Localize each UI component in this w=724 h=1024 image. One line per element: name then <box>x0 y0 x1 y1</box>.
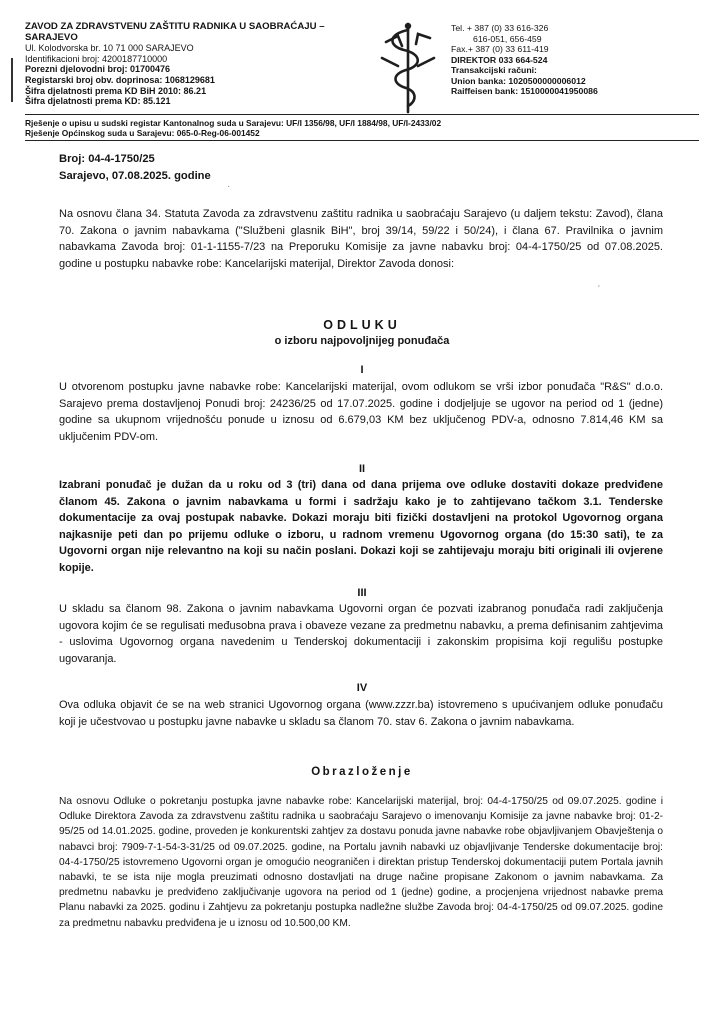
org-name-line2: SARAJEVO <box>25 31 78 43</box>
explanation-title: Obrazloženje <box>311 766 413 778</box>
activity-code-2010: Šifra djelatnosti prema KD BiH 2010: 86.21 <box>25 85 207 96</box>
decision-subtitle: o izboru najpovoljnijeg ponuđača <box>274 335 450 347</box>
org-address: Ul. Kolodvorska br. 10 71 000 SARAJEVO <box>25 43 194 54</box>
margin-mark <box>11 58 13 102</box>
decision-title: ODLUKU <box>323 318 401 332</box>
telephone: Tel. + 387 (0) 33 616-326 <box>451 23 549 33</box>
header-rule-bottom <box>25 140 699 141</box>
section-1-number: I <box>360 364 364 376</box>
org-name-line1: ZAVOD ZA ZDRAVSTVENU ZAŠTITU RADNIKA U SAOBRAĆAJU – <box>25 21 325 32</box>
preamble: Na osnovu člana 34. Statuta Zavoda za zdravstvenu zaštitu radnika u saobraćaju Sarajevo (u daljem tekstu: Zavod), člana 70. Zakona o javnim nabavkama ("Službeni glasnik BiH", broj 39/14, 59/22 i 50/24), i člana 67. Pravilnika o javnim nabavkama Zavoda broj: 01-1-1155-7/23 na Preporuku Komisije za javne nabavku broj: 04-4-1750/25 od 07.08.2025. godine u postupku nabavke robe: Kancelarijski materijal, Direktor Zavoda donosi: <box>59 208 663 270</box>
caduceus-logo <box>376 20 440 116</box>
raiffeisen-account: Raiffeisen bank: 1510000041950086 <box>451 86 598 96</box>
section-3-text: U skladu sa članom 98. Zakona o javnim nabavkama Ugovorni organ će pozvati izabranog ponuđača radi zaključenja ugovora kojim će se regulisati međusobna prava i obaveze vezane za predmetnu nabavku, a prema definisanim zahtjevima - uslovima Ugovornog organa navedenim u Tenderskoj dokumentaciji i zakonskim propisima koji regulišu postupke ugovaranja. <box>59 603 663 665</box>
ink-smudge: · <box>227 181 231 192</box>
tax-number: Porezni djelovodni broj: 01700476 <box>25 64 171 75</box>
court-registration-cantonal: Rješenje o upisu u sudski registar Kantonalnog suda u Sarajevu: UF/I 1356/98, UF/I 1884/98, UF/I-2433/02 <box>25 118 442 128</box>
activity-code: Šifra djelatnosti prema KD: 85.121 <box>25 96 171 107</box>
director-phone: DIREKTOR 033 664-524 <box>451 54 548 65</box>
section-1-text: U otvorenom postupku javne nabavke robe: Kancelarijski materijal, ovom odlukom se vrši izbor ponuđača "R&S" d.o.o. Sarajevo prema dostavljenoj Ponudi broj: 24236/25 od 17.07.2025. godine i dodjeljuje se ugovor na period od 1 (jedne) godine sa ukupnom vrijednošću ponude u iznosu od 6.679,03 KM bez uključenog PDV-a, odnosno 7.814,46 KM sa uključenim PDV-om. <box>59 381 663 443</box>
letterhead-right <box>451 23 701 97</box>
union-bank-account: Union banka: 1020500000006012 <box>451 75 586 86</box>
registration-number: Registarski broj obv. doprinosa: 1068129681 <box>25 74 215 85</box>
fax: Fax.+ 387 (0) 33 611-419 <box>451 44 549 54</box>
document-number: Broj: 04-4-1750/25 <box>59 153 155 165</box>
section-4-text: Ova odluka objavit će se na web stranici Ugovornog organa (www.zzzr.ba) istovremeno s upućivanjem odluke ponuđaču koji je učestvovao u postupku javne nabavke u skladu sa članom 70. stav 6. Zakona o javnim nabavkama. <box>59 699 663 728</box>
ink-smudge: ˏ <box>597 277 601 288</box>
telephone-extra: 616-051, 656-459 <box>473 33 542 44</box>
section-2-text: Izabrani ponuđač je dužan da u roku od 3 (tri) dana od dana prijema ove odluke dostaviti dokaze predviđene članom 45. Zakona o javnim nabavkama u formi i sadržaju kako je to zahtijevano tačkom 3.1. Tenderske dokumentacije za ovaj postupak nabavke. Dokazi moraju biti fizički dostavljeni na protokol Ugovornog organa najkasnije peti dan po prijemu odluke o izboru, u radnom vremenu Ugovornog organa (do 15:30 sati), te za Ugovorni organ nije relevantno na koji su način poslani. Dokazi koji se zahtijevaju moraju biti originali ili ovjerene kopije. <box>59 479 663 574</box>
explanation-text: Na osnovu Odluke o pokretanju postupka javne nabavke robe: Kancelarijski materijal, broj: 04-4-1750/25 od 09.07.2025. godine i Odluke Direktora Zavoda za zdravstvenu zaštitu radnika u saobraćaju Sarajevo o imenovanju Komisije za javne nabavke broj: 01-2-95/25 od 14.01.2025. godine, proveden je konkurentski zahtjev za dostavu ponuda javne nabavke robe objavljivanjem Obavještenja o nabavci broj: 7909-7-1-54-3-31/25 od 09.07.2025. godine, na Portalu javnih nabavki uz objavljivanje Tenderske dokumentacije broj: 04-4-1750/25 istovremeno Ugovorni organ je omogućio neograničen i direktan pristup Tenderskoj dokumentaciji putem Portala javnih nabavki, te se ista nije mogla preuzimati odnosno dostavljati na druge načine propisane Zakonom o javnim nabavkama. Za predmetnu nabavku je predviđeno zaključivanje ugovora na period od 1 (jedne) godine, a procjenjena vrijednost nabavke prema Planu nabavki za 2025. godinu i Zahtjevu za pokretanju postupka nadležne službe Zavoda broj: 04-4-1750/25 od 09.07.2025. godine za predmetnu nabavku predviđena je u iznosu od 10.500,00 KM. <box>59 796 663 929</box>
court-registration-municipal: Rješenje Općinskog suda u Sarajevu: 065-0-Reg-06-001452 <box>25 128 260 138</box>
id-number: Identifikacioni broj: 4200187710000 <box>25 53 168 64</box>
court-registration <box>25 118 441 138</box>
document-date: Sarajevo, 07.08.2025. godine <box>59 170 211 182</box>
letterhead-left <box>25 22 355 107</box>
section-2-number: II <box>358 463 366 475</box>
section-3-number: III <box>357 587 367 599</box>
section-4-number: IV <box>356 682 368 694</box>
header-rule-top <box>25 114 699 115</box>
accounts-label: Transakcijski računi: <box>451 65 537 75</box>
document-meta <box>59 151 211 185</box>
